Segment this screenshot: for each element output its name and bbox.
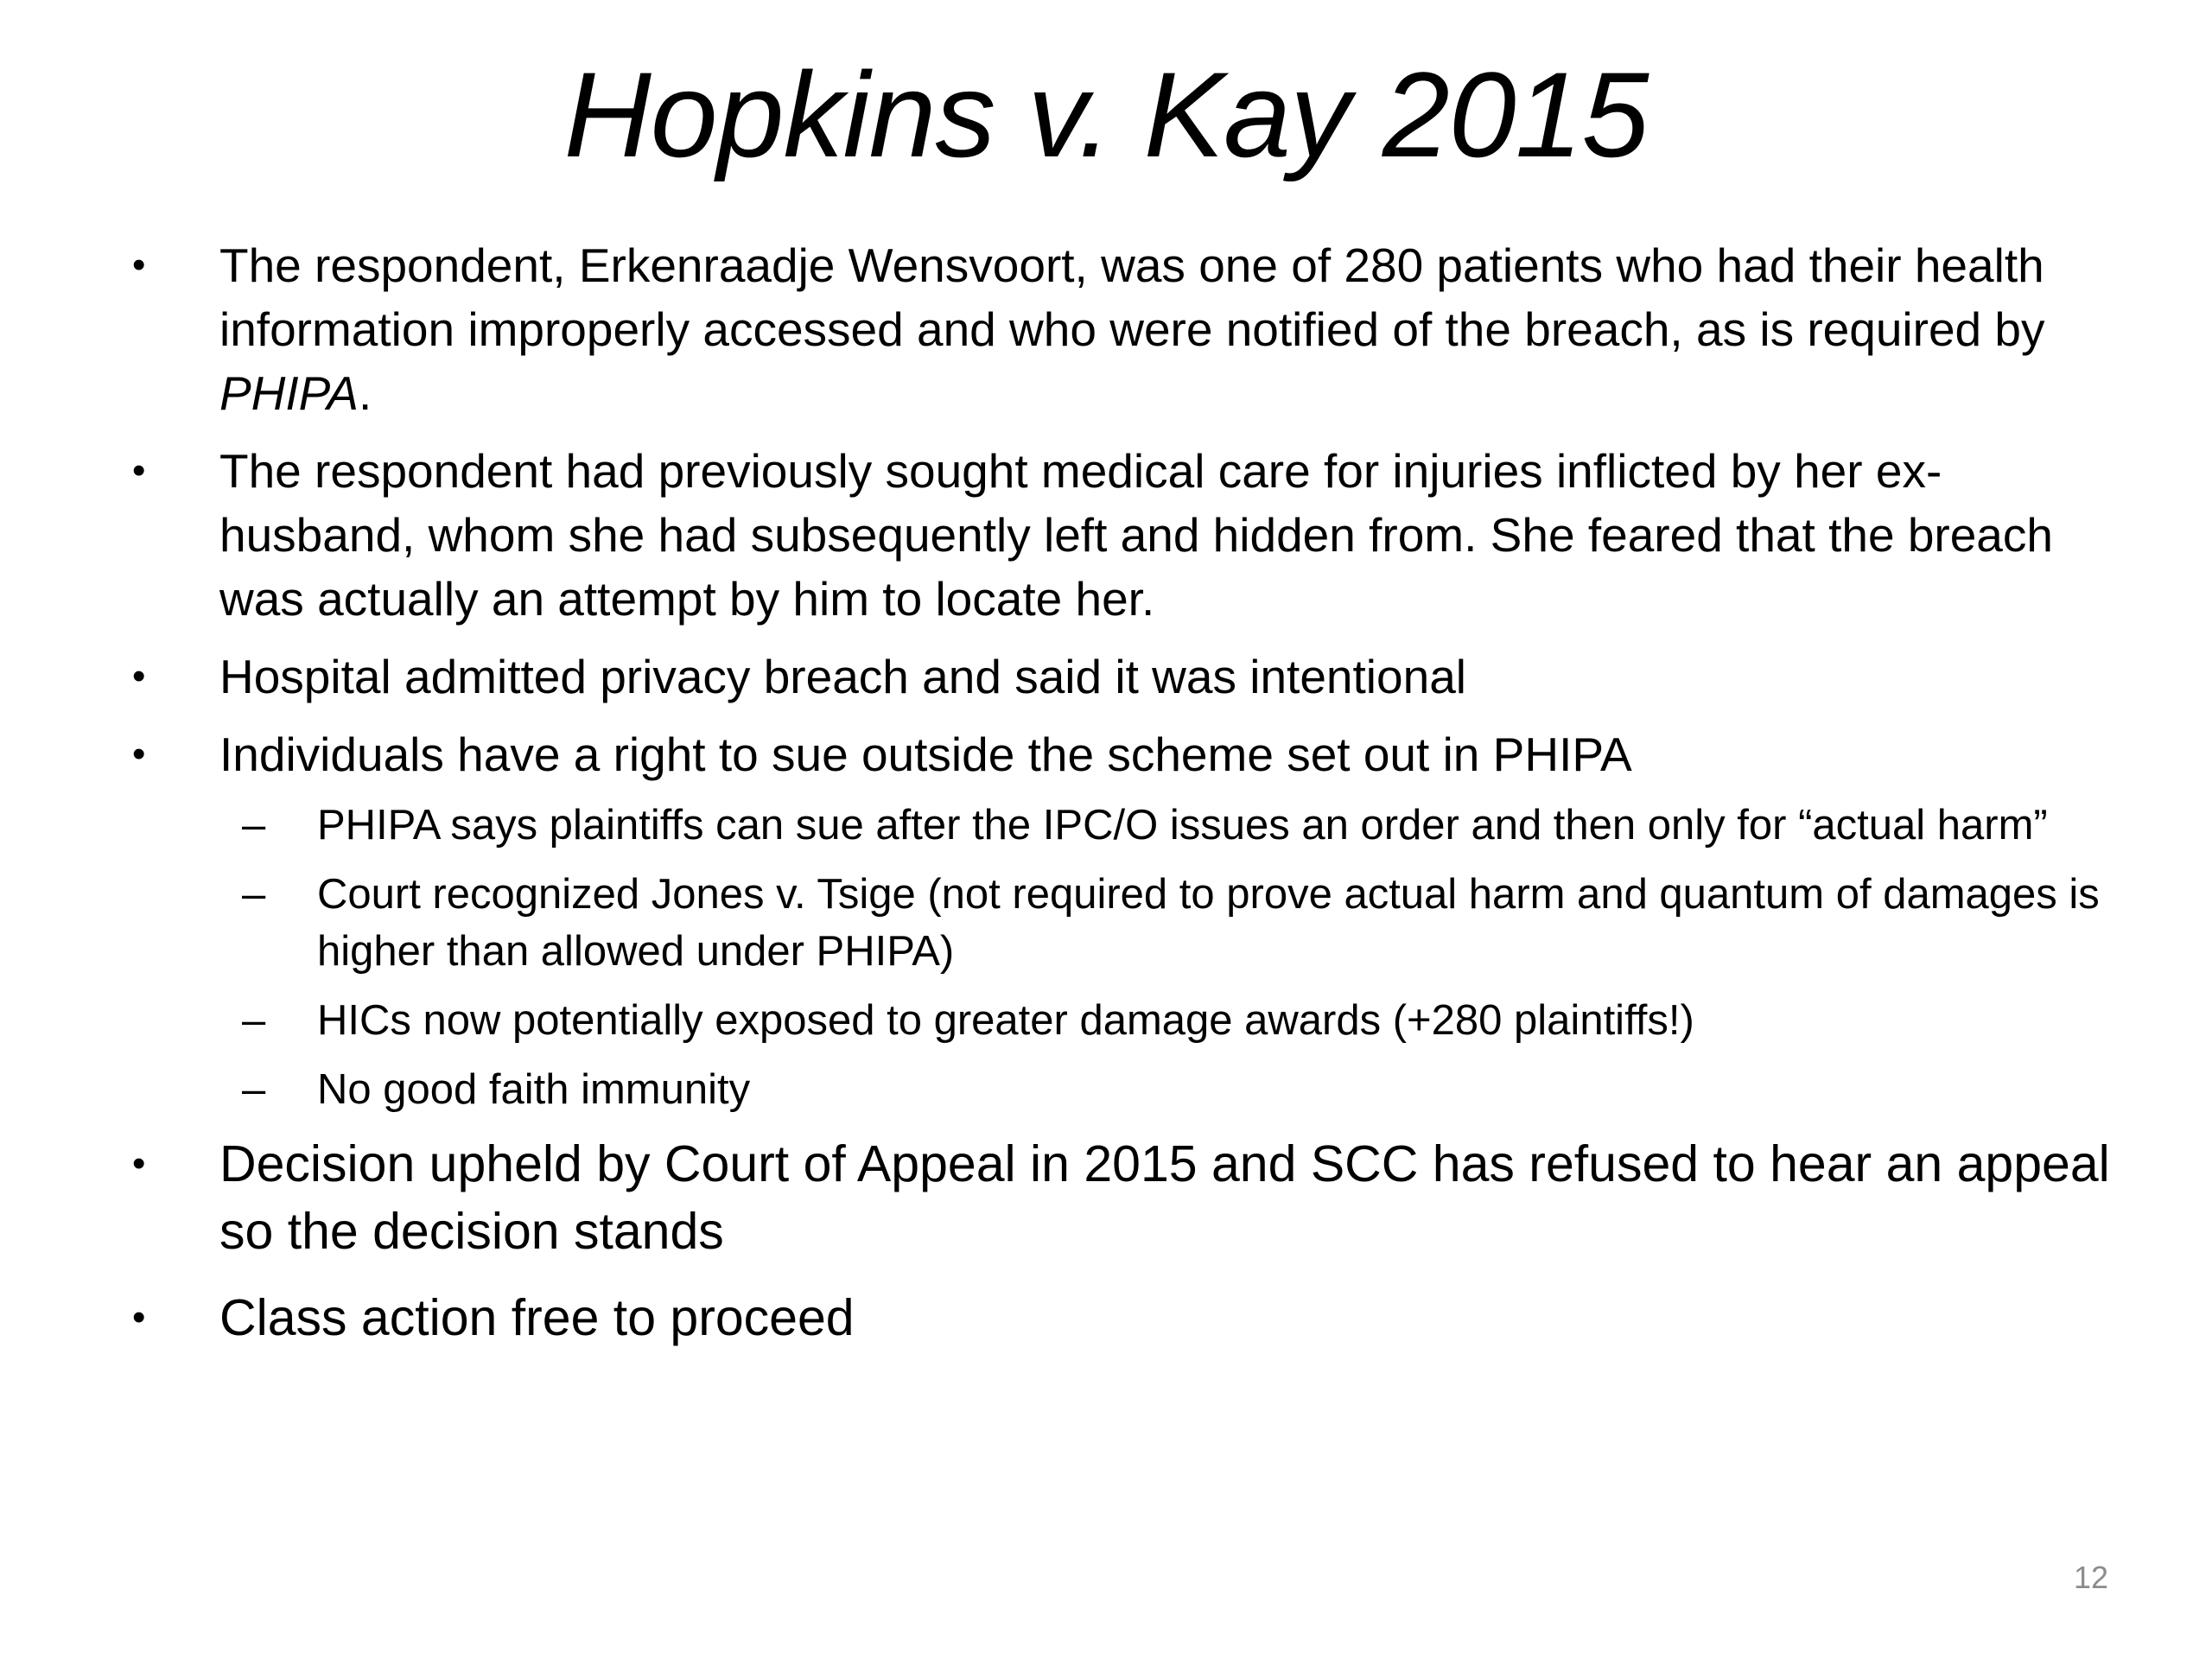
bullet-text: Individuals have a right to sue outside the scheme set out in PHIPA (219, 728, 1632, 781)
bullet-text: Decision upheld by Court of Appeal in 2015 and SCC has refused to hear an appeal so the decision stands (219, 1135, 2110, 1260)
sub-bullet-text: No good faith immunity (317, 1066, 751, 1113)
bullet-item (132, 233, 2120, 425)
dash-icon: – (242, 997, 266, 1044)
bullet-point-icon: • (132, 244, 146, 286)
sub-bullet-item (132, 992, 2123, 1049)
sub-bullet-item (132, 1061, 2123, 1118)
bullet-text: Hospital admitted privacy breach and said it was intentional (219, 650, 1466, 703)
bullet-item (132, 1130, 2120, 1265)
sub-bullet-text: HICs now potentially exposed to greater damage awards (+280 plaintiffs!) (317, 997, 1694, 1044)
bullet-item (132, 1284, 2120, 1351)
sub-bullet-list (132, 797, 2120, 1118)
bullet-text: The respondent, Erkenraadje Wensvoort, was one of 280 patients who had their health information improperly accessed and who were notified of the breach, as is required by (219, 238, 2045, 356)
bullet-point-icon: • (132, 449, 146, 492)
bullet-list (132, 233, 2120, 1370)
dash-icon: – (242, 871, 266, 918)
bullet-item (132, 439, 2120, 631)
sub-bullet-item (132, 797, 2123, 854)
sub-bullet-text: PHIPA says plaintiffs can sue after the IPC/O issues an order and then only for “actual harm” (317, 802, 2048, 849)
bullet-item (132, 722, 2120, 786)
bullet-point-icon: • (132, 1296, 146, 1338)
bullet-point-icon: • (132, 1142, 146, 1185)
bullet-item (132, 645, 2120, 709)
sub-bullet-text: Court recognized Jones v. Tsige (not required to prove actual harm and quantum of damages is higher than allowed under PHIPA) (317, 871, 2100, 975)
dash-icon: – (242, 802, 266, 849)
page-number: 12 (2073, 1560, 2108, 1595)
bullet-suffix: . (358, 366, 372, 420)
bullet-text: Class action free to proceed (219, 1289, 855, 1346)
sub-bullet-item (132, 866, 2123, 980)
dash-icon: – (242, 1066, 266, 1113)
bullet-italic-text: PHIPA (219, 366, 359, 420)
bullet-point-icon: • (132, 655, 146, 697)
slide-title: Hopkins v. Kay 2015 (563, 47, 1649, 182)
bullet-point-icon: • (132, 733, 146, 775)
bullet-text: The respondent had previously sought medical care for injuries inflicted by her ex-husband, whom she had subsequently left and hidden from. She feared that the breach was actually an attempt by him to locate her. (219, 444, 2053, 626)
